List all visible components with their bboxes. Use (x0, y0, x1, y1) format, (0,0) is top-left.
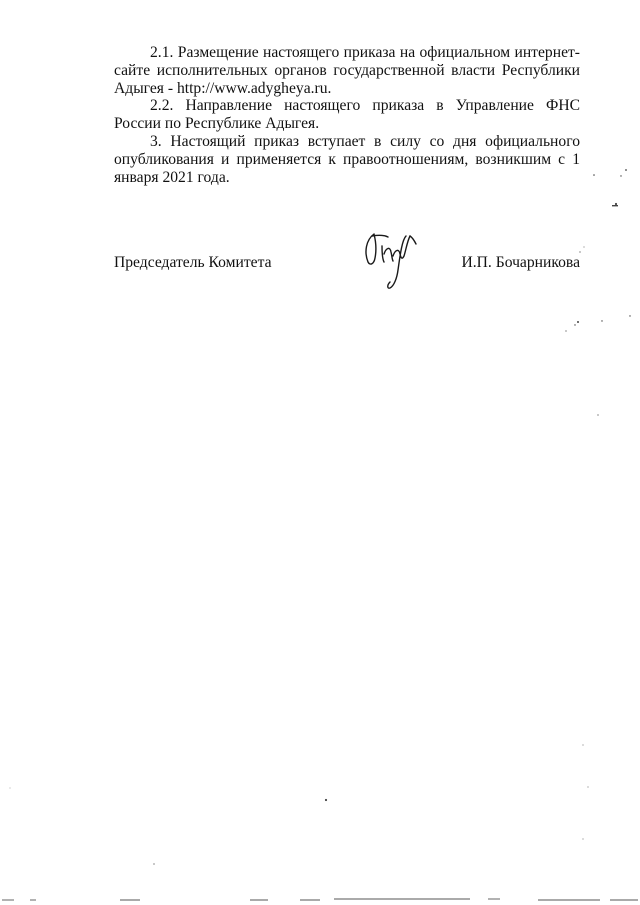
signature-block (114, 254, 580, 274)
paragraph-2-2: 2.2. Направление настоящего приказа в Управление ФНС России по Республике Адыгея. (114, 97, 580, 133)
signatory-title: Председатель Комитета (114, 254, 272, 271)
signatory-name: И.П. Бочарникова (461, 254, 580, 271)
paragraph-3: 3. Настоящий приказ вступает в силу со дня официального опубликования и применяется к правоотношениям, возникшим с 1 января 2021 года. (114, 132, 580, 186)
handwritten-signature (360, 226, 422, 292)
paragraph-2-1: 2.1. Размещение настоящего приказа на официальном интернет-сайте исполнительных органов государственной власти Республики Адыгея - http://www.adygheya.ru. (114, 44, 580, 97)
order-body (114, 44, 580, 186)
